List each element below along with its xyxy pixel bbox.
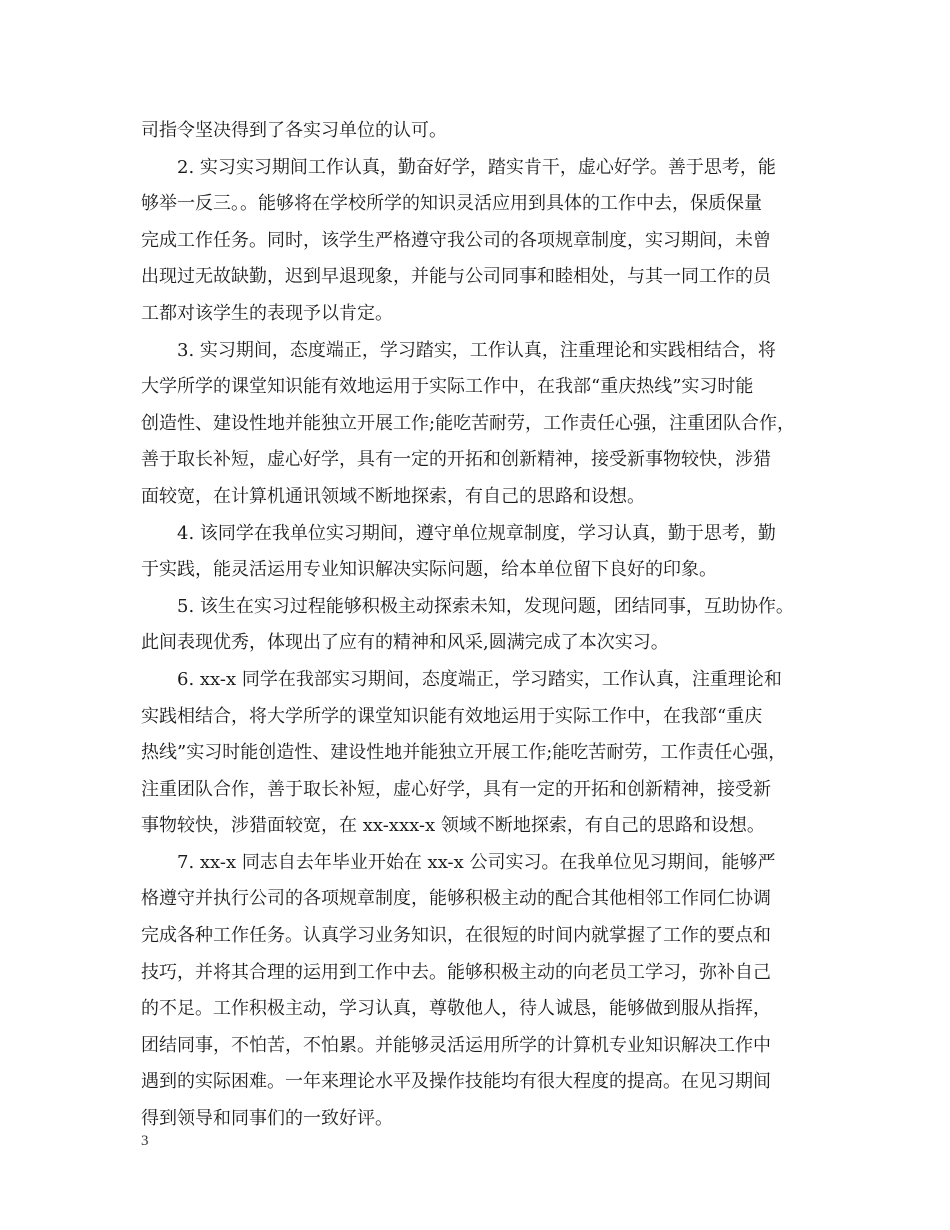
text-line: 4. 该同学在我单位实习期间，遵守单位规章制度，学习认真，勤于思考，勤 (177, 522, 776, 544)
text-line: 够举一反三。。能够将在学校所学的知识灵活应用到具体的工作中去，保质保量 (141, 193, 762, 215)
text-line: 完成各种工作任务。认真学习业务知识，在很短的时间内就掌握了工作的要点和 (141, 925, 771, 947)
text-line: 团结同事，不怕苦，不怕累。并能够灵活运用所学的计算机专业知识解决工作中 (141, 1034, 771, 1056)
document-body (141, 113, 815, 1138)
text-line: 善于取长补短，虚心好学，具有一定的开拓和创新精神，接受新事物较快，涉猎 (141, 449, 771, 471)
text-line: 出现过无故缺勤，迟到早退现象，并能与公司同事和睦相处，与其一同工作的员 (141, 266, 771, 288)
text-line: 格遵守并执行公司的各项规章制度，能够积极主动的配合其他相邻工作同仁协调 (141, 888, 771, 910)
text-line: 得到领导和同事们的一致好评。 (141, 1108, 393, 1130)
text-line: 技巧，并将其合理的运用到工作中去。能够积极主动的向老员工学习，弥补自己 (141, 961, 771, 983)
text-line: 2. 实习实习期间工作认真，勤奋好学，踏实肯干，虚心好学。善于思考，能 (177, 156, 776, 178)
text-line: 注重团队合作，善于取长补短，虚心好学，具有一定的开拓和创新精神，接受新 (141, 778, 771, 800)
text-line: 工都对该学生的表现予以肯定。 (141, 302, 393, 324)
text-line: 的不足。工作积极主动，学习认真，尊敬他人，待人诚恳，能够做到服从指挥， (141, 998, 771, 1020)
text-line: 实践相结合，将大学所学的课堂知识能有效地运用于实际工作中，在我部“重庆 (141, 705, 763, 727)
text-line: 司指令坚决得到了各实习单位的认可。 (141, 120, 447, 141)
text-line: 于实践，能灵活运用专业知识解决实际问题，给本单位留下良好的印象。 (141, 559, 717, 581)
page-number: 3 (141, 1133, 149, 1149)
text-line: 6. xx-x 同学在我部实习期间，态度端正，学习踏实，工作认真，注重理论和 (177, 668, 782, 690)
text-line: 3. 实习期间，态度端正，学习踏实，工作认真，注重理论和实践相结合，将 (177, 339, 776, 361)
text-line: 面较宽，在计算机通讯领域不断地探索，有自己的思路和设想。 (141, 485, 645, 507)
text-line: 遇到的实际困难。一年来理论水平及操作技能均有很大程度的提高。在见习期间 (141, 1071, 771, 1093)
text-line: 事物较快，涉猎面较宽，在 xx-xxx-x 领域不断地探索，有自己的思路和设想。 (141, 815, 765, 837)
text-line: 5. 该生在实习过程能够积极主动探索未知，发现问题，团结同事，互助协作。 (177, 595, 794, 617)
text-line: 大学所学的课堂知识能有效地运用于实际工作中，在我部“重庆热线”实习时能 (141, 376, 754, 398)
text-line: 此间表现优秀，体现出了应有的精神和风采,圆满完成了本次实习。 (141, 632, 669, 654)
text-line: 7. xx-x 同志自去年毕业开始在 xx-x 公司实习。在我单位见习期间，能够严 (177, 851, 776, 873)
text-line: 热线”实习时能创造性、建设性地并能独立开展工作;能吃苦耐劳，工作责任心强， (141, 742, 787, 764)
text-line: 完成工作任务。同时，该学生严格遵守我公司的各项规章制度，实习期间，未曾 (141, 229, 771, 251)
text-line: 创造性、建设性地并能独立开展工作;能吃苦耐劳，工作责任心强，注重团队合作， (141, 412, 796, 434)
